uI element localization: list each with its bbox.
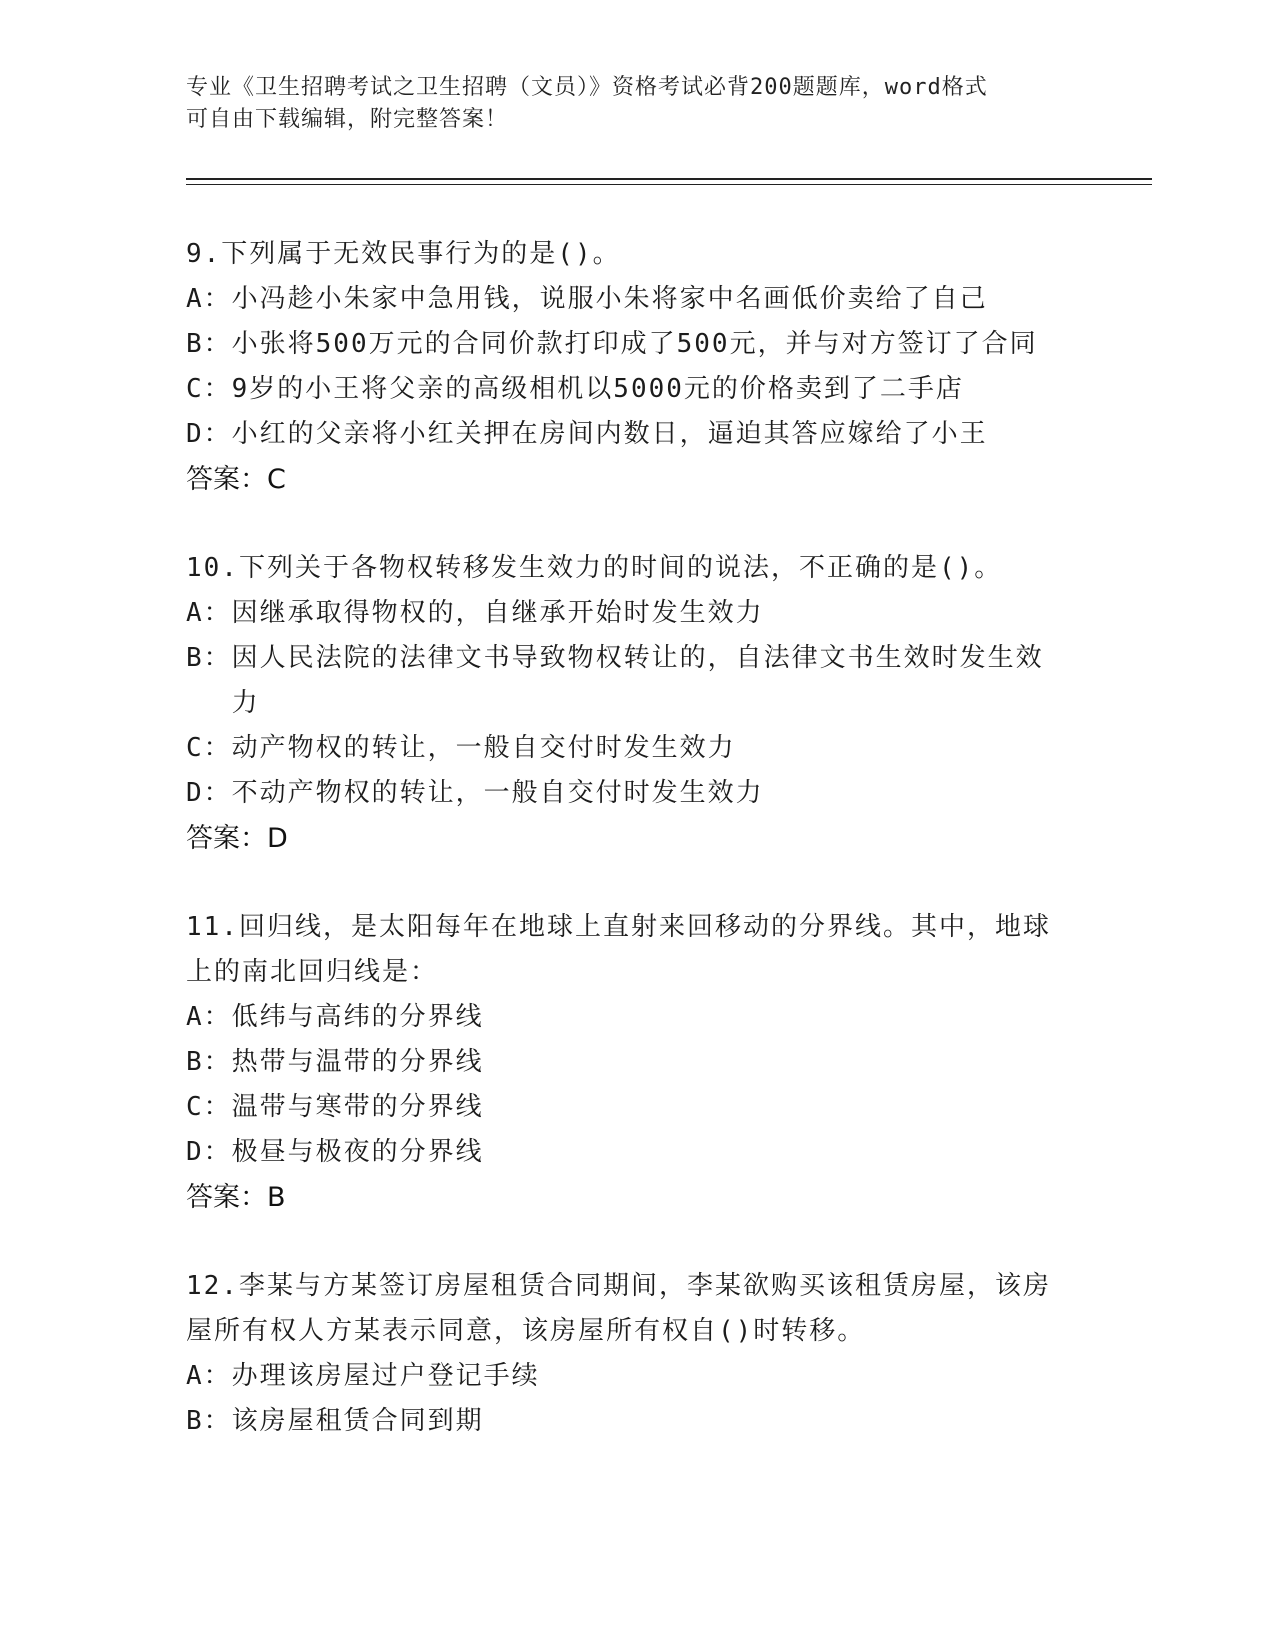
answer-option xyxy=(186,1354,1066,1399)
answer-option xyxy=(186,1130,1066,1175)
option-text: 低纬与高纬的分界线 xyxy=(231,1002,484,1032)
header-line-2: 可自由下载编辑，附完整答案！ xyxy=(186,107,509,132)
option-text: 小红的父亲将小红关押在房间内数日，逼迫其答应嫁给了小王 xyxy=(231,419,988,449)
answer-option xyxy=(186,1399,1066,1444)
option-key: A： xyxy=(186,284,232,314)
option-key: B： xyxy=(186,1047,232,1077)
option-key: C： xyxy=(186,1092,232,1122)
option-key: A： xyxy=(186,598,232,628)
answer-option xyxy=(186,726,1066,771)
header-line-1: 专业《卫生招聘考试之卫生招聘（文员）》资格考试必背200题题库，word格式 xyxy=(186,75,988,100)
option-key: B： xyxy=(186,1406,232,1436)
option-text: 不动产物权的转让，一般自交付时发生效力 xyxy=(231,778,764,808)
option-key: B： xyxy=(186,329,232,359)
question-item xyxy=(186,905,1066,1220)
answer-option xyxy=(186,412,1066,457)
answer-option xyxy=(186,1085,1066,1130)
answer-option xyxy=(186,277,1066,322)
answer-option xyxy=(186,1040,1066,1085)
option-text: 因人民法院的法律文书导致物权转让的，自法律文书生效时发生效力 xyxy=(231,643,1044,718)
option-key: B： xyxy=(186,643,232,673)
option-key: D： xyxy=(186,1137,232,1167)
question-item xyxy=(186,1264,1066,1444)
option-key: D： xyxy=(186,778,232,808)
option-key: D： xyxy=(186,419,232,449)
answer-option xyxy=(186,636,1066,726)
question-stem: 12.李某与方某签订房屋租赁合同期间，李某欲购买该租赁房屋，该房屋所有权人方某表示同意，该房屋所有权自()时转移。 xyxy=(186,1271,1051,1346)
question-item xyxy=(186,232,1066,502)
question-item xyxy=(186,546,1066,861)
question-stem: 10.下列关于各物权转移发生效力的时间的说法，不正确的是()。 xyxy=(186,553,1003,583)
question-list xyxy=(186,232,1066,1488)
answer-label: 答案：C xyxy=(186,464,286,495)
option-key: C： xyxy=(186,733,232,763)
option-text: 该房屋租赁合同到期 xyxy=(231,1406,484,1436)
answer-option xyxy=(186,771,1066,816)
option-text: 小冯趁小朱家中急用钱，说服小朱将家中名画低价卖给了自己 xyxy=(231,284,988,314)
option-text: 热带与温带的分界线 xyxy=(231,1047,484,1077)
answer-option xyxy=(186,995,1066,1040)
answer-option xyxy=(186,322,1066,367)
answer-option xyxy=(186,367,1066,412)
option-text: 动产物权的转让，一般自交付时发生效力 xyxy=(231,733,736,763)
answer-option xyxy=(186,591,1066,636)
option-text: 温带与寒带的分界线 xyxy=(231,1092,484,1122)
header-divider-bottom xyxy=(186,184,1152,185)
option-key: A： xyxy=(186,1002,232,1032)
option-text: 办理该房屋过户登记手续 xyxy=(231,1361,540,1391)
answer-label: 答案：B xyxy=(186,1182,286,1213)
answer-label: 答案：D xyxy=(186,823,288,854)
option-key: C： xyxy=(186,374,232,404)
option-text: 小张将500万元的合同价款打印成了500元，并与对方签订了合同 xyxy=(231,329,1038,359)
question-stem: 11.回归线，是太阳每年在地球上直射来回移动的分界线。其中，地球上的南北回归线是： xyxy=(186,912,1051,987)
header-divider-top xyxy=(186,178,1152,180)
document-header xyxy=(186,72,1066,136)
option-text: 因继承取得物权的，自继承开始时发生效力 xyxy=(231,598,764,628)
option-text: 极昼与极夜的分界线 xyxy=(231,1137,484,1167)
question-stem: 9.下列属于无效民事行为的是()。 xyxy=(186,239,621,269)
option-text: 9岁的小王将父亲的高级相机以5000元的价格卖到了二手店 xyxy=(231,374,964,404)
option-key: A： xyxy=(186,1361,232,1391)
